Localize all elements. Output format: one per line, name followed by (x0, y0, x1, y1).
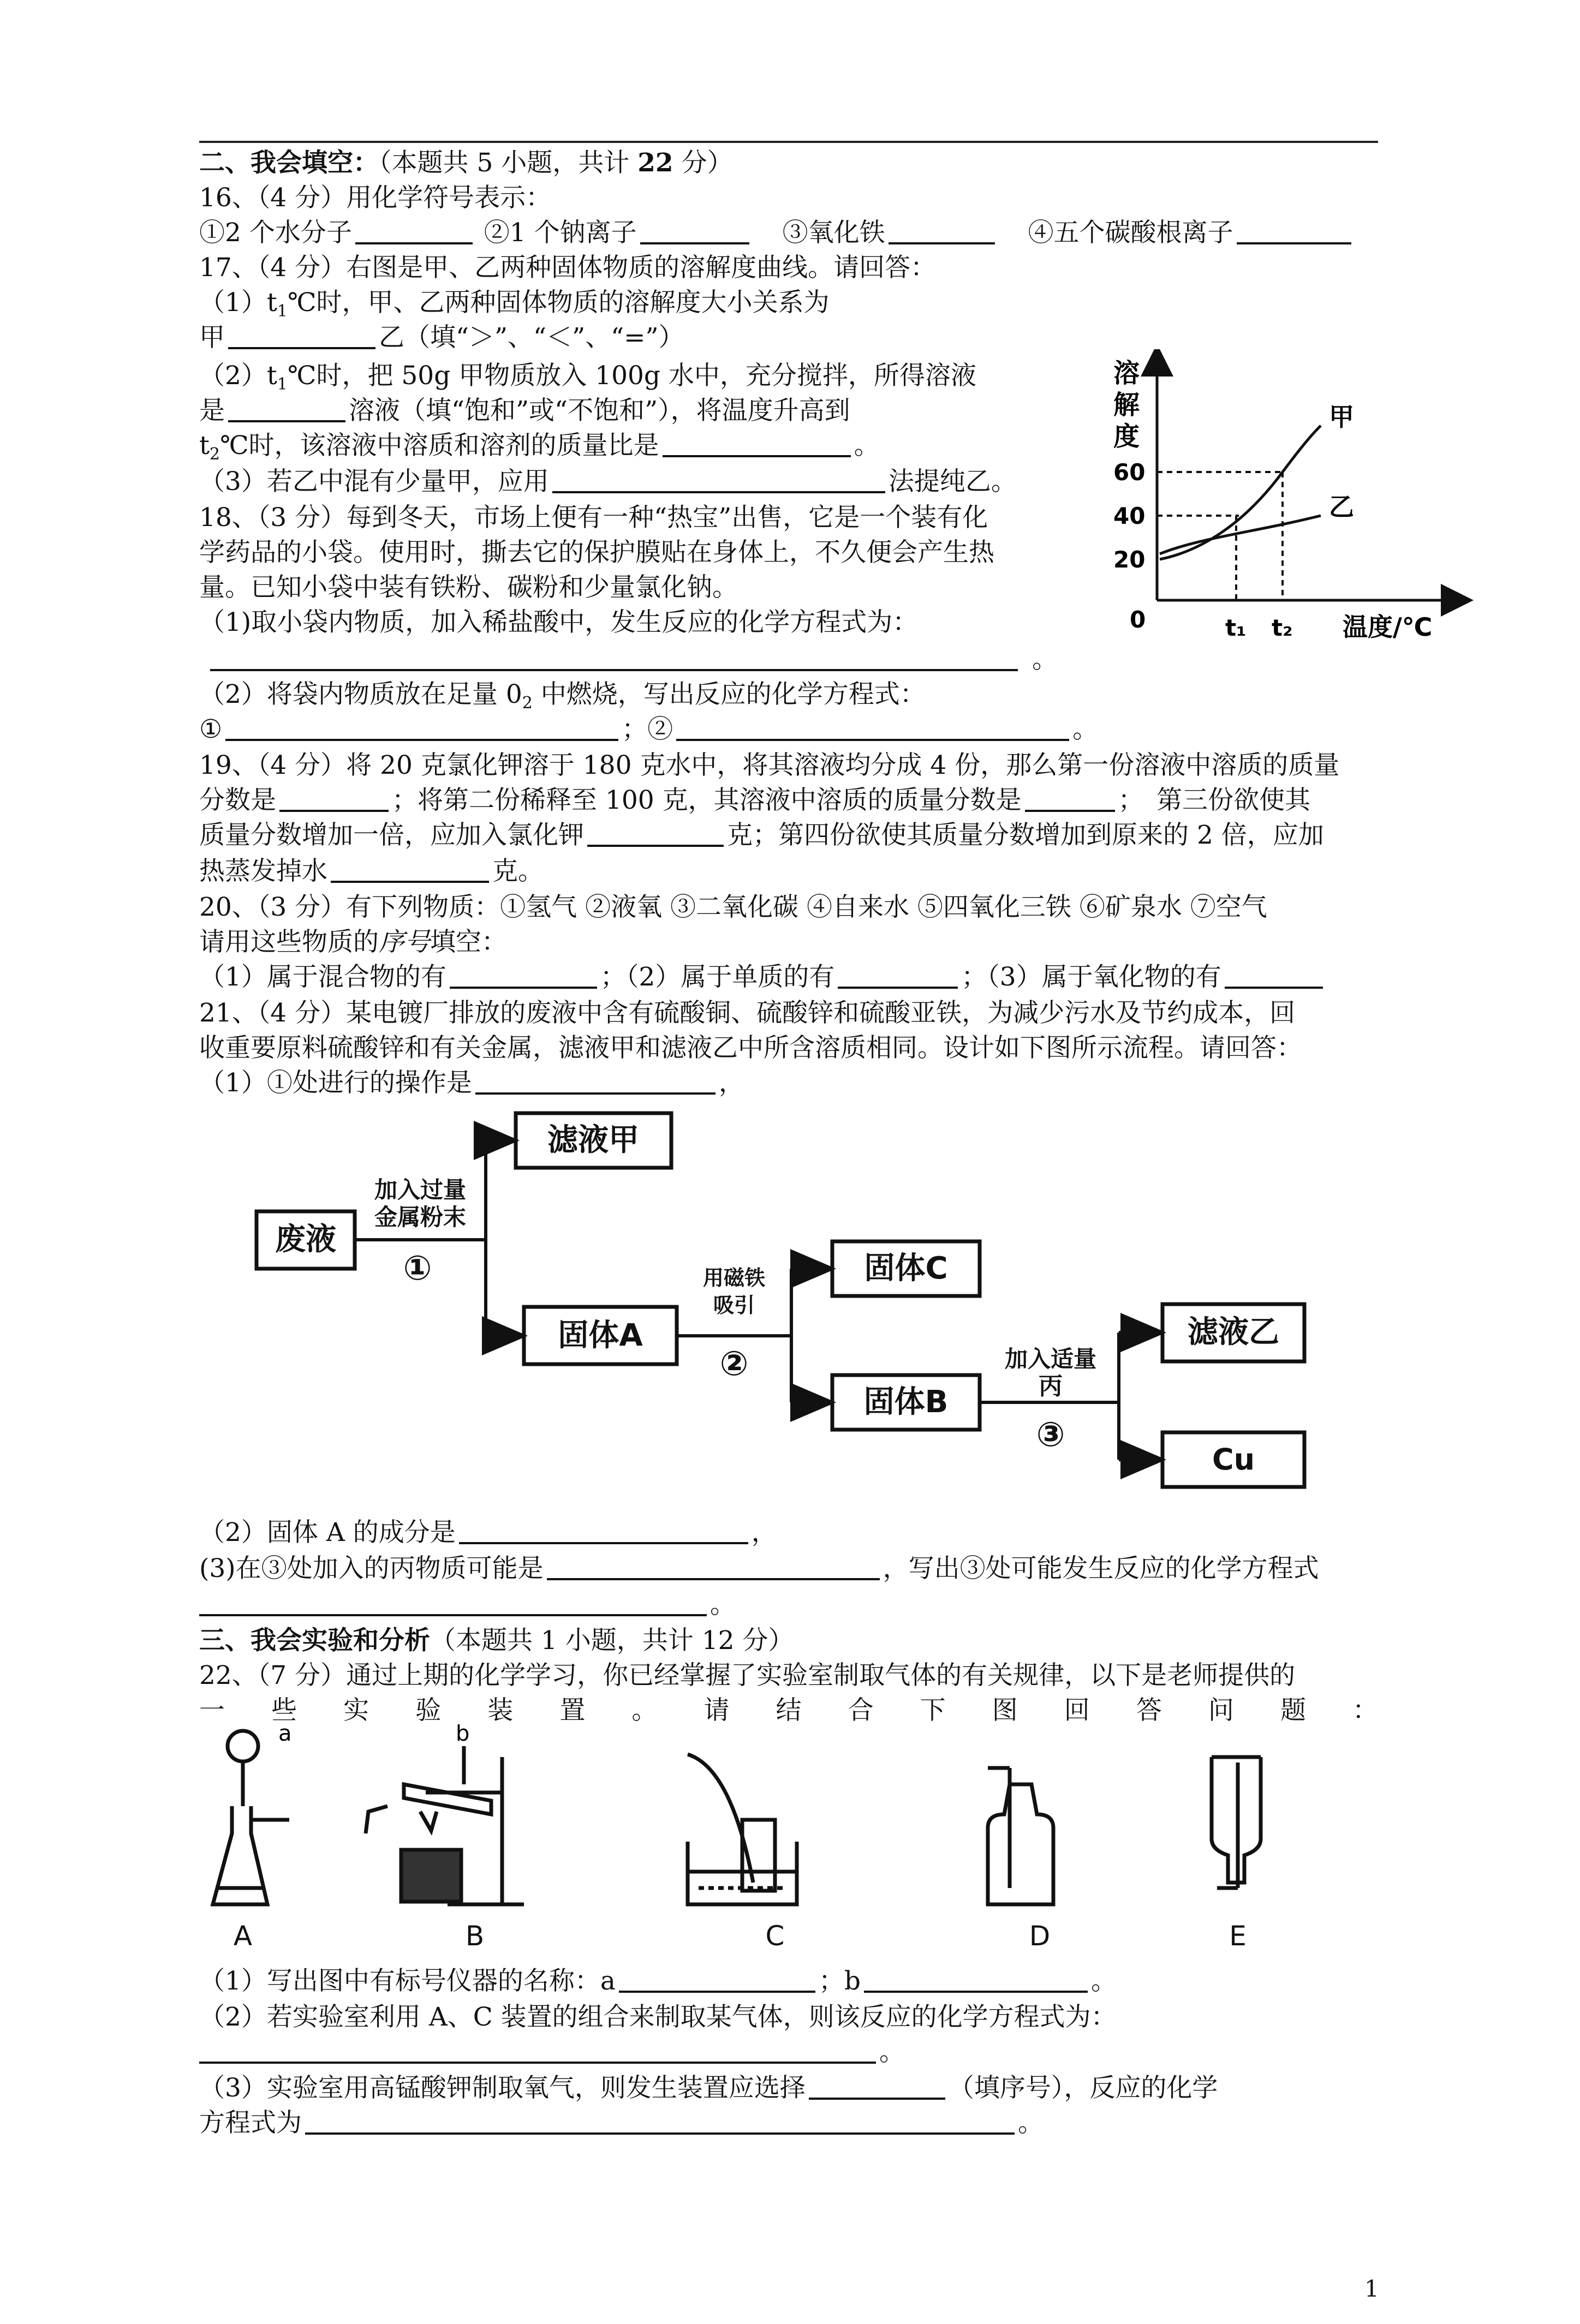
q18-part2-answers: ① ；② 。 (199, 714, 1099, 744)
section-2-title: 二、我会填空：（本题共 5 小题，共计 22 分） (199, 148, 733, 178)
q22-part3: （3）实验室用高锰酸钾制取氧气，则发生装置应选择 （填序号），反应的化学 (199, 2073, 1218, 2103)
step3-label-bottom: 丙 (1039, 1372, 1063, 1400)
answer-blank[interactable] (210, 644, 1018, 671)
answer-blank[interactable] (228, 322, 375, 349)
process-flow-diagram (246, 1102, 1326, 1506)
answer-blank[interactable] (199, 2036, 876, 2064)
q17-part3: （3）若乙中混有少量甲，应用 法提纯乙。 (199, 467, 1017, 497)
q20-line3: （1）属于混合物的有 ；（2）属于单质的有 ；（3）属于氧化物的有 (199, 960, 1384, 994)
answer-blank[interactable] (587, 820, 724, 847)
step3-number: ③ (1036, 1414, 1065, 1454)
y-axis-label-1: 溶 (1113, 358, 1140, 389)
q20-line2: 请用这些物质的序号填空： (199, 927, 507, 957)
label-d: D (1029, 1920, 1051, 1952)
q22-part1: （1）写出图中有标号仪器的名称：a ；b 。 (199, 1966, 1117, 1996)
answer-blank[interactable] (809, 2072, 945, 2100)
step2-label-top: 用磁铁 (702, 1266, 766, 1290)
answer-blank[interactable] (1225, 961, 1323, 989)
answer-blank[interactable] (663, 430, 851, 457)
section-3-title: 三、我会实验和分析（本题共 1 小题，共计 12 分） (199, 1626, 794, 1656)
q18-part1: （1)取小袋内物质，加入稀盐酸中，发生反应的化学方程式为： (199, 607, 919, 637)
x-axis-label: 温度/℃ (1343, 612, 1433, 642)
answer-blank[interactable] (552, 466, 885, 493)
apparatus-d (988, 1768, 1053, 1904)
q22-line1: 22、（7 分）通过上期的化学学习，你已经掌握了实验室制取气体的有关规律，以下是老师提供的 (199, 1660, 1296, 1690)
curve-yi-label: 乙 (1329, 492, 1354, 522)
answer-blank[interactable] (279, 785, 389, 812)
apparatus-a (213, 1731, 289, 1904)
header-rule (199, 141, 1378, 143)
label-e: E (1229, 1920, 1247, 1952)
q22-line2: 一 些 实 验 装 置 。 请 结 合 下 图 回 答 问 题 ： (199, 1695, 1378, 1725)
q21-part1: （1）①处进行的操作是 ， (199, 1068, 744, 1098)
curve-jia-label: 甲 (1329, 402, 1354, 432)
q19-line1: 19、（4 分）将 20 克氯化钾溶于 180 克水中，将其溶液均分成 4 份，那么第一份溶液中溶质的质量 (199, 750, 1340, 780)
q21-line1: 21、（4 分）某电镀厂排放的废液中含有硫酸铜、硫酸锌和硫酸亚铁，为减少污水及节约成本，回 (199, 998, 1296, 1028)
q16-items: ①2 个水分子 ②1 个钠离子 ③氧化铁 ④五个碳酸根离子 (199, 216, 1384, 250)
apparatus-c (688, 1754, 797, 1904)
answer-blank[interactable] (450, 961, 597, 989)
answer-blank[interactable] (225, 714, 618, 741)
answer-blank[interactable] (864, 1965, 1088, 1993)
answer-blank[interactable] (355, 217, 473, 244)
mark-a: a (278, 1724, 292, 1746)
answer-blank[interactable] (305, 2107, 1015, 2135)
answer-blank[interactable] (1025, 785, 1115, 812)
q17-part2-line2: 是 溶液（填“饱和”或“不饱和”），将温度升高到 (199, 396, 850, 426)
y-axis-label-2: 解 (1113, 390, 1140, 420)
y-tick-20: 20 (1113, 546, 1146, 573)
q22-part2-answer: 。 (199, 2035, 1384, 2069)
step3-label-top: 加入适量 (1004, 1346, 1097, 1372)
step1-label-top: 加入过量 (374, 1176, 467, 1203)
q19-line2: 分数是 ；将第二份稀释至 100 克，其溶液中溶质的质量分数是 ； 第三份欲使其 (199, 785, 1311, 815)
filtrate-a-label: 滤液甲 (547, 1122, 639, 1158)
answer-blank[interactable] (459, 1517, 748, 1544)
waste-label: 废液 (275, 1222, 336, 1257)
q17-part2-line3: $t_2℃$时，该溶液中溶质和溶剂的质量比是 。 (199, 431, 880, 464)
q16-head: 16、（4 分）用化学符号表示： (199, 183, 552, 213)
q18-line1: 18、（3 分）每到冬天，市场上便有一种“热宝”出售，它是一个装有化 (199, 503, 988, 533)
solid-b-label: 固体B (863, 1384, 949, 1420)
answer-blank[interactable] (838, 961, 958, 989)
answer-blank[interactable] (547, 1553, 880, 1580)
origin-label: 0 (1130, 606, 1146, 633)
q18-line3: 量。已知小袋中装有铁粉、碳粉和少量氯化钠。 (199, 572, 738, 602)
q22-part3-answer: 方程式为 。 (199, 2108, 1044, 2138)
q18-line2: 学药品的小袋。使用时，撕去它的保护膜贴在身体上，不久便会产生热 (199, 537, 994, 567)
answer-blank[interactable] (1237, 217, 1351, 244)
x-tick-t2: t₂ (1272, 614, 1293, 641)
q21-part3-answer: 。 (199, 1588, 1384, 1622)
answer-blank[interactable] (619, 1965, 815, 1993)
filtrate-b-label: 滤液乙 (1188, 1315, 1279, 1350)
step1-number: ① (403, 1248, 432, 1288)
q21-part2: （2）固体 A 的成分是 ， (199, 1518, 777, 1548)
page-number: 1 (1364, 2275, 1379, 2302)
label-a: A (233, 1920, 253, 1952)
q21-line2: 收重要原料硫酸锌和有关金属，滤液甲和滤液乙中所含溶质相同。设计如下图所示流程。请回答： (199, 1033, 1302, 1063)
q18-part2: （2）将袋内物质放在足量 $0_2$ 中燃烧，写出反应的化学方程式： (199, 679, 926, 713)
q18-part1-answer: 。 (199, 643, 1384, 677)
q20-line1: 20、（3 分）有下列物质：①氢气 ②液氧 ③二氧化碳 ④自来水 ⑤四氧化三铁 ⑥矿泉水 ⑦空气 (199, 892, 1267, 922)
x-tick-t1: t₁ (1225, 614, 1247, 641)
q17-head: 17、（4 分）右图是甲、乙两种固体物质的溶解度曲线。请回答： (199, 253, 937, 283)
q19-line4: 热蒸发掉水 克。 (199, 856, 544, 886)
step1-label-bottom: 金属粉末 (374, 1204, 467, 1230)
answer-blank[interactable] (889, 217, 995, 244)
answer-blank[interactable] (475, 1067, 716, 1095)
y-tick-40: 40 (1113, 503, 1146, 529)
cu-label: Cu (1212, 1442, 1255, 1477)
y-axis-label-3: 度 (1113, 421, 1140, 452)
answer-blank[interactable] (331, 856, 489, 883)
solid-a-label: 固体A (558, 1318, 643, 1353)
q17-part1-answer: 甲 乙（填“＞”、“＜”、“=”） (199, 322, 684, 353)
label-b: B (465, 1920, 485, 1952)
step2-label-bottom: 吸引 (713, 1293, 755, 1317)
q17-part1: $(1)t_1℃$时，甲、乙两种固体物质的溶解度大小关系为 (199, 288, 830, 321)
mark-b: b (456, 1724, 470, 1746)
y-tick-60: 60 (1113, 459, 1146, 486)
answer-blank[interactable] (640, 217, 749, 244)
answer-blank[interactable] (199, 1589, 707, 1616)
label-c: C (765, 1920, 785, 1952)
step2-number: ② (719, 1343, 749, 1383)
q17-part2: $(2)t_1℃$时，把 50g 甲物质放入 100g 水中，充分搅拌，所得溶液 (199, 361, 976, 394)
answer-blank[interactable] (676, 714, 1069, 741)
apparatus-e (1212, 1757, 1261, 1888)
answer-blank[interactable] (228, 395, 345, 422)
q22-part2: （2）若实验室利用 A、C 装置的组合来制取某气体，则该反应的化学方程式为： (199, 2002, 1117, 2032)
apparatus-b (366, 1746, 524, 1904)
solid-c-label: 固体C (864, 1251, 948, 1286)
q21-part3: (3)在③处加入的丙物质可能是 ，写出③处可能发生反应的化学方程式 (199, 1554, 1319, 1584)
q19-line3: 质量分数增加一倍，应加入氯化钾 克；第四份欲使其质量分数增加到原来的 2 倍，应加 (199, 820, 1324, 850)
apparatus-figure (207, 1724, 1354, 1959)
